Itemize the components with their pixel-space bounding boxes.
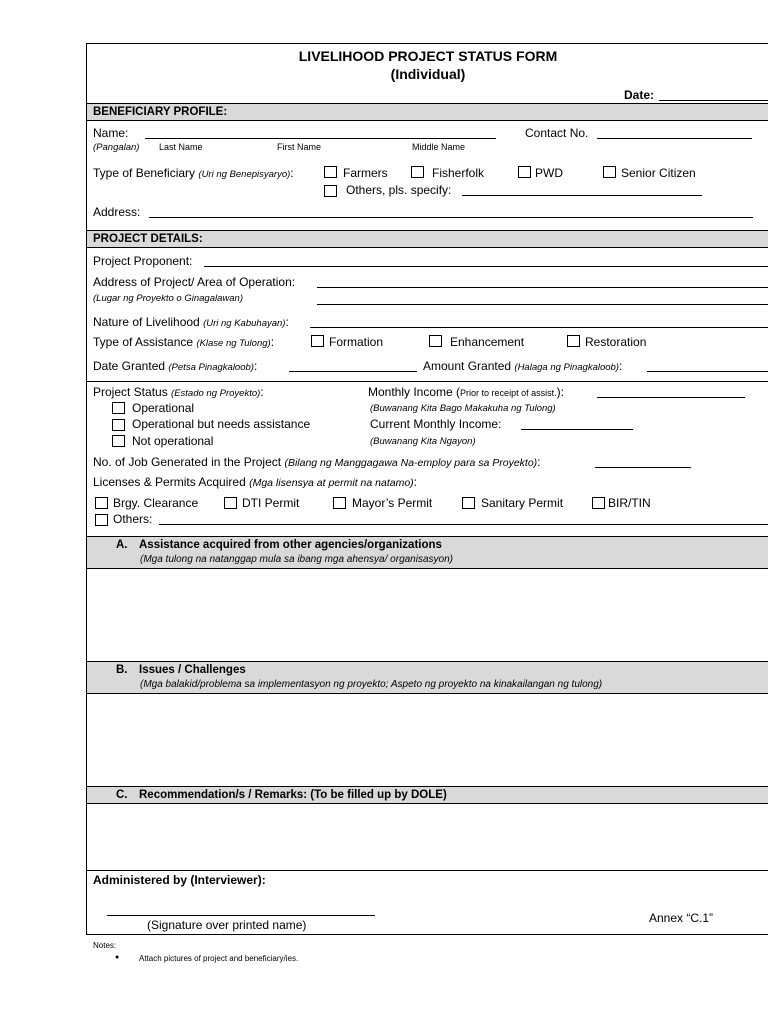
address-label: Address: <box>93 205 141 219</box>
date-granted-sub: (Petsa Pinagkaloob) <box>168 362 254 373</box>
formation-checkbox[interactable] <box>311 335 324 347</box>
current-income-label: Current Monthly Income: <box>370 417 502 431</box>
form-subtitle: (Individual) <box>390 66 466 82</box>
amount-granted-field[interactable] <box>647 371 768 372</box>
operational-needs-assistance-checkbox[interactable] <box>112 419 125 431</box>
section-b-answer-area[interactable] <box>87 694 768 786</box>
monthly-income-sub: (Buwanang Kita Bago Makakuha ng Tulong) <box>370 403 556 414</box>
last-name-hint: Last Name <box>159 142 203 152</box>
section-c-letter: C. <box>116 789 128 801</box>
section-b-sub: (Mga balakid/problema sa implementasyon ng proyekto; Aspeto ng proyekto na kinakailangan ng tulong) <box>140 679 603 690</box>
date-label: Date: <box>624 88 655 102</box>
type-beneficiary-label <box>93 166 294 180</box>
amount-granted-colon: : <box>618 359 623 373</box>
licenses-sub: (Mga lisensya at permit na natamo) <box>249 477 414 489</box>
date-granted-field[interactable] <box>289 371 417 372</box>
senior-citizen-label: Senior Citizen <box>621 166 696 180</box>
status-label <box>93 385 264 399</box>
restoration-checkbox[interactable] <box>567 335 580 347</box>
administered-by-label: Administered by (Interviewer): <box>93 873 266 887</box>
farmers-label: Farmers <box>343 166 388 180</box>
monthly-income-field[interactable] <box>597 397 745 398</box>
notes-label: Notes: <box>93 941 117 950</box>
section-a-header <box>87 536 768 569</box>
not-operational-label: Not operational <box>132 434 214 448</box>
fisherfolk-label: Fisherfolk <box>432 166 485 180</box>
name-field[interactable] <box>145 138 496 139</box>
current-income-field[interactable] <box>521 429 633 430</box>
dti-permit-checkbox[interactable] <box>224 497 237 509</box>
others-permit-checkbox[interactable] <box>95 514 108 526</box>
monthly-income-end: ): <box>556 385 564 399</box>
nature-field[interactable] <box>310 327 768 328</box>
project-address-field-2[interactable] <box>317 304 768 305</box>
name-sub: (Pangalan) <box>93 142 140 153</box>
monthly-income-small: Prior to receipt of assist. <box>460 388 557 398</box>
senior-citizen-checkbox[interactable] <box>603 166 616 178</box>
annex-label: Annex “C.1” <box>649 911 714 925</box>
sanitary-permit-checkbox[interactable] <box>462 497 475 509</box>
others-type-field[interactable] <box>462 195 702 196</box>
status-sub: (Estado ng Proyekto) <box>171 388 261 399</box>
status-text: Project Status <box>93 385 168 399</box>
enhancement-checkbox[interactable] <box>429 335 442 347</box>
section-a-answer-area[interactable] <box>87 569 768 661</box>
brgy-clearance-label: Brgy. Clearance <box>113 496 199 510</box>
type-beneficiary-colon: : <box>290 166 294 180</box>
livelihood-form <box>86 43 768 935</box>
divider <box>87 381 768 382</box>
monthly-income-text: Monthly Income ( <box>368 385 461 399</box>
fisherfolk-checkbox[interactable] <box>411 166 424 178</box>
assistance-sub: (Klase ng Tulong) <box>196 338 271 349</box>
operational-needs-assistance-label: Operational but needs assistance <box>132 417 311 431</box>
brgy-clearance-checkbox[interactable] <box>95 497 108 509</box>
date-granted-colon: : <box>253 359 258 373</box>
date-granted-label <box>93 359 257 373</box>
nature-sub: (Uri ng Kabuhayan) <box>203 318 286 329</box>
signature-label: (Signature over printed name) <box>147 918 307 932</box>
beneficiary-section-header: BENEFICIARY PROFILE: <box>87 103 768 121</box>
licenses-text: Licenses & Permits Acquired <box>93 475 246 489</box>
sanitary-permit-label: Sanitary Permit <box>481 496 564 510</box>
nature-text: Nature of Livelihood <box>93 315 200 329</box>
project-address-label: Address of Project/ Area of Operation: <box>93 275 296 289</box>
address-field[interactable] <box>149 217 753 218</box>
amount-granted-text: Amount Granted <box>423 359 512 373</box>
licenses-label <box>93 475 417 489</box>
pwd-checkbox[interactable] <box>518 166 531 178</box>
type-beneficiary-sub: (Uri ng Benepisyaryo) <box>198 169 291 180</box>
licenses-colon: : <box>413 475 418 489</box>
name-label: Name: <box>93 126 129 140</box>
jobs-label <box>93 455 541 469</box>
operational-checkbox[interactable] <box>112 402 125 414</box>
section-a-title: Assistance acquired from other agencies/organizations <box>139 539 442 551</box>
status-colon: : <box>260 385 264 399</box>
mayors-permit-checkbox[interactable] <box>333 497 346 509</box>
pwd-label: PWD <box>535 166 563 180</box>
mayors-permit-label: Mayor’s Permit <box>352 496 433 510</box>
jobs-sub: (Bilang ng Manggagawa Na-employ para sa Proyekto) <box>284 457 538 469</box>
others-type-checkbox[interactable] <box>324 185 337 197</box>
others-type-label: Others, pls. specify: <box>346 183 452 197</box>
nature-label <box>93 315 289 329</box>
operational-label: Operational <box>132 401 195 415</box>
date-granted-text: Date Granted <box>93 359 166 373</box>
formation-label: Formation <box>329 335 384 349</box>
assistance-colon: : <box>270 335 275 349</box>
form-title: LIVELIHOOD PROJECT STATUS FORM <box>298 48 558 64</box>
section-b-header <box>87 661 768 694</box>
project-section-header: PROJECT DETAILS: <box>87 230 768 248</box>
monthly-income-label <box>368 385 564 399</box>
dti-permit-label: DTI Permit <box>242 496 300 510</box>
assistance-label <box>93 335 274 349</box>
jobs-field[interactable] <box>595 467 691 468</box>
section-a-sub: (Mga tulong na natanggap mula sa ibang mga ahensya/ organisasyon) <box>140 554 453 565</box>
project-address-field-1[interactable] <box>317 287 768 288</box>
section-b-title: Issues / Challenges <box>139 664 246 676</box>
note-bullet: ● <box>115 954 120 961</box>
middle-name-hint: Middle Name <box>412 142 466 152</box>
section-c-answer-area[interactable] <box>87 804 768 870</box>
nature-colon: : <box>285 315 289 329</box>
project-address-sub: (Lugar ng Proyekto o Ginagalawan) <box>93 293 243 304</box>
restoration-label: Restoration <box>585 335 647 349</box>
bir-tin-checkbox[interactable] <box>592 497 605 509</box>
section-c-title: Recommendation/s / Remarks: (To be filled up by DOLE) <box>139 789 447 801</box>
contact-label: Contact No. <box>525 126 589 140</box>
first-name-hint: First Name <box>277 142 322 152</box>
proponent-label: Project Proponent: <box>93 254 193 268</box>
assistance-text: Type of Assistance <box>93 335 194 349</box>
not-operational-checkbox[interactable] <box>112 435 125 447</box>
farmers-checkbox[interactable] <box>324 166 337 178</box>
contact-field[interactable] <box>597 138 752 139</box>
section-c-header <box>87 786 768 804</box>
note-1: Attach pictures of project and beneficiary/ies. <box>139 954 299 963</box>
current-income-sub: (Buwanang Kita Ngayon) <box>370 436 476 447</box>
section-a-letter: A. <box>116 539 128 551</box>
jobs-text: No. of Job Generated in the Project <box>93 455 282 469</box>
section-b-letter: B. <box>116 664 128 676</box>
amount-granted-sub: (Halaga ng Pinagkaloob) <box>514 362 619 373</box>
jobs-colon: : <box>537 455 541 469</box>
bir-tin-label: BIR/TIN <box>608 496 651 510</box>
others-permit-field[interactable] <box>159 524 768 525</box>
enhancement-label: Enhancement <box>450 335 525 349</box>
others-permit-label: Others: <box>113 512 153 526</box>
type-beneficiary-text: Type of Beneficiary <box>93 166 196 180</box>
signature-field[interactable] <box>107 915 375 916</box>
proponent-field[interactable] <box>204 266 768 267</box>
date-field[interactable] <box>659 100 768 101</box>
amount-granted-label <box>423 359 622 373</box>
divider <box>87 870 768 871</box>
